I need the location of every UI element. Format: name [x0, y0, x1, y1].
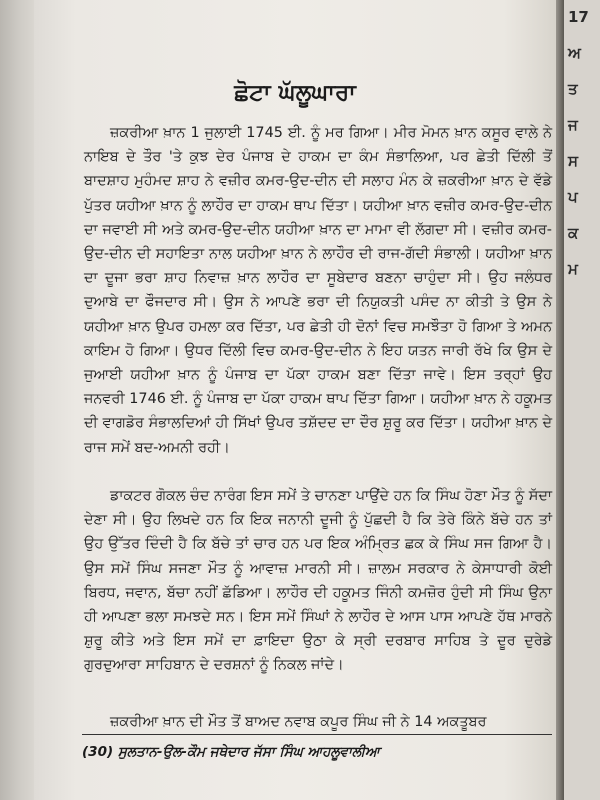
book-gutter — [556, 0, 564, 800]
page-footer: (30) ਸੁਲਤਾਨ-ਉਲ-ਕੌਮ ਜਥੇਦਾਰ ਜੱਸਾ ਸਿੰਘ ਆਹਲੂਵਾਲੀਆ — [82, 744, 380, 760]
next-page-fragment: ਕ — [568, 224, 579, 242]
chapter-title: ਛੋਟਾ ਘੱਲੂਘਾਰਾ — [234, 80, 356, 106]
next-page-fragment: 17 — [568, 8, 589, 26]
next-page-fragment: ਮ — [568, 260, 578, 278]
paragraph-3: ਜ਼ਕਰੀਆ ਖ਼ਾਨ ਦੀ ਮੌਤ ਤੋਂ ਬਾਅਦ ਨਵਾਬ ਕਪੂਰ ਸਿੰਘ ਜੀ ਨੇ 14 ਅਕਤੂਬਰ — [110, 714, 487, 730]
paragraph-2: ਡਾਕਟਰ ਗੋਕਲ ਚੰਦ ਨਾਰੰਗ ਇਸ ਸਮੇਂ ਤੇ ਚਾਨਣਾ ਪਾਉਂਦੇ ਹਨ ਕਿ ਸਿੰਘ ਹੋਣਾ ਮੌਤ ਨੂੰ ਸੱਦਾ ਦੇਣਾ ਸੀ। ਉਹ ਲਿਖਦੇ ਹਨ ਕਿ ਇਕ ਜਨਾਨੀ ਦੂਜੀ ਨੂੰ ਪੁੱਛਦੀ ਹੈ ਕਿ ਤੇਰੇ ਕਿੰਨੇ ਬੱਚੇ ਹਨ ਤਾਂ ਉਹ ਉੱਤਰ ਦਿੰਦੀ ਹੈ ਕਿ ਬੱਚੇ ਤਾਂ ਚਾਰ ਹਨ ਪਰ ਇਕ ਅੰਮ੍ਰਿਤ ਛਕ ਕੇ ਸਿੰਘ ਸਜ ਗਿਆ ਹੈ। ਉਸ ਸਮੇਂ ਸਿੰਘ ਸਜਣਾ ਮੌਤ ਨੂੰ ਆਵਾਜ਼ ਮਾਰਨੀ ਸੀ। ਜ਼ਾਲਮ ਸਰਕਾਰ ਨੇ ਕੇਸਾਧਾਰੀ ਕੋਈ ਬਿਰਧ, ਜਵਾਨ, ਬੱਚਾ ਨਹੀਂ ਛੱਡਿਆ। ਲਾਹੌਰ ਦੀ ਹਕੂਮਤ ਜਿੰਨੀ ਕਮਜ਼ੋਰ ਹੁੰਦੀ ਸੀ ਸਿੰਘ ਉਨਾ ਹੀ ਆਪਣਾ ਭਲਾ ਸਮਝਦੇ ਸਨ। ਇਸ ਸਮੇਂ ਸਿੰਘਾਂ ਨੇ ਲਾਹੌਰ ਦੇ ਆਸ ਪਾਸ ਆਪਣੇ ਹੱਥ ਮਾਰਨੇ ਸ਼ੁਰੂ ਕੀਤੇ ਅਤੇ ਇਸ ਸਮੇਂ ਦਾ ਫ਼ਾਇਦਾ ਉਠਾ ਕੇ ਸ੍ਰੀ ਦਰਬਾਰ ਸਾਹਿਬ ਤੇ ਦੂਰ ਦੁਰੇਡੇ ਗੁਰਦੁਆਰਾ ਸਾਹਿਬਾਨ ਦੇ ਦਰਸ਼ਨਾਂ ਨੂੰ ਨਿਕਲ ਜਾਂਦੇ। — [84, 488, 552, 674]
paragraph-1: ਜ਼ਕਰੀਆ ਖ਼ਾਨ 1 ਜੁਲਾਈ 1745 ਈ. ਨੂੰ ਮਰ ਗਿਆ। ਮੀਰ ਮੋਮਨ ਖ਼ਾਨ ਕਸੂਰ ਵਾਲੇ ਨੇ ਨਾਇਬ ਦੇ ਤੌਰ 'ਤੇ ਕੁਝ ਦੇਰ ਪੰਜਾਬ ਦੇ ਹਾਕਮ ਦਾ ਕੰਮ ਸੰਭਾਲਿਆ, ਪਰ ਛੇਤੀ ਦਿੱਲੀ ਤੋਂ ਬਾਦਸ਼ਾਹ ਮੁਹੰਮਦ ਸ਼ਾਹ ਨੇ ਵਜ਼ੀਰ ਕਮਰ-ਉਦ-ਦੀਨ ਦੀ ਸਲਾਹ ਮੰਨ ਕੇ ਜ਼ਕਰੀਆ ਖ਼ਾਨ ਦੇ ਵੱਡੇ ਪੁੱਤਰ ਯਹੀਆ ਖ਼ਾਨ ਨੂੰ ਲਾਹੌਰ ਦਾ ਹਾਕਮ ਥਾਪ ਦਿੱਤਾ। ਯਹੀਆ ਖ਼ਾਨ ਵਜ਼ੀਰ ਕਮਰ-ਉਦ-ਦੀਨ ਦਾ ਜਵਾਈ ਸੀ ਅਤੇ ਕਮਰ-ਉਦ-ਦੀਨ ਯਹੀਆ ਖ਼ਾਨ ਦਾ ਮਾਮਾ ਵੀ ਲੱਗਦਾ ਸੀ। ਵਜ਼ੀਰ ਕਮਰ-ਉਦ-ਦੀਨ ਦੀ ਸਹਾਇਤਾ ਨਾਲ ਯਹੀਆ ਖ਼ਾਨ ਨੇ ਲਾਹੌਰ ਦੀ ਰਾਜ-ਗੱਦੀ ਸੰਭਾਲੀ। ਯਹੀਆ ਖ਼ਾਨ ਦਾ ਦੂਜਾ ਭਰਾ ਸ਼ਾਹ ਨਿਵਾਜ਼ ਖ਼ਾਨ ਲਾਹੌਰ ਦਾ ਸੂਬੇਦਾਰ ਬਣਨਾ ਚਾਹੁੰਦਾ ਸੀ। ਉਹ ਜਲੰਧਰ ਦੁਆਬੇ ਦਾ ਫੌਜਦਾਰ ਸੀ। ਉਸ ਨੇ ਆਪਣੇ ਭਰਾ ਦੀ ਨਿਯੁਕਤੀ ਪਸੰਦ ਨਾ ਕੀਤੀ ਤੇ ਉਸ ਨੇ ਯਹੀਆ ਖ਼ਾਨ ਉਪਰ ਹਮਲਾ ਕਰ ਦਿੱਤਾ, ਪਰ ਛੇਤੀ ਹੀ ਦੋਨਾਂ ਵਿਚ ਸਮਝੌਤਾ ਹੋ ਗਿਆ ਤੇ ਅਮਨ ਕਾਇਮ ਹੋ ਗਿਆ। ਉਧਰ ਦਿੱਲੀ ਵਿਚ ਕਮਰ-ਉਦ-ਦੀਨ ਨੇ ਇਹ ਯਤਨ ਜਾਰੀ ਰੱਖੇ ਕਿ ਉਸ ਦੇ ਜੁਆਈ ਯਹੀਆ ਖ਼ਾਨ ਨੂੰ ਪੰਜਾਬ ਦਾ ਪੱਕਾ ਹਾਕਮ ਬਣਾ ਦਿੱਤਾ ਜਾਵੇ। ਇਸ ਤਰ੍ਹਾਂ ਉਹ ਜਨਵਰੀ 1746 ਈ. ਨੂੰ ਪੰਜਾਬ ਦਾ ਪੱਕਾ ਹਾਕਮ ਥਾਪ ਦਿੱਤਾ ਗਿਆ। ਯਹੀਆ ਖ਼ਾਨ ਨੇ ਹਕੂਮਤ ਦੀ ਵਾਗਡੋਰ ਸੰਭਾਲਦਿਆਂ ਹੀ ਸਿੱਖਾਂ ਉਪਰ ਤਸ਼ੱਦਦ ਦਾ ਦੌਰ ਸ਼ੁਰੂ ਕਰ ਦਿੱਤਾ। ਯਹੀਆ ਖ਼ਾਨ ਦੇ ਰਾਜ ਸਮੇਂ ਬਦ-ਅਮਨੀ ਰਹੀ। — [84, 125, 552, 456]
next-page-fragment: ਅ — [568, 44, 581, 62]
previous-page-edge — [0, 0, 34, 800]
next-page-edge — [564, 0, 600, 800]
next-page-fragment: ਸ — [568, 152, 578, 170]
book-page — [34, 0, 556, 800]
footer-divider — [82, 734, 552, 735]
next-page-fragment: ਜ — [568, 116, 578, 134]
next-page-fragment: ਪ — [568, 188, 578, 206]
next-page-fragment: ਤ — [568, 80, 578, 98]
